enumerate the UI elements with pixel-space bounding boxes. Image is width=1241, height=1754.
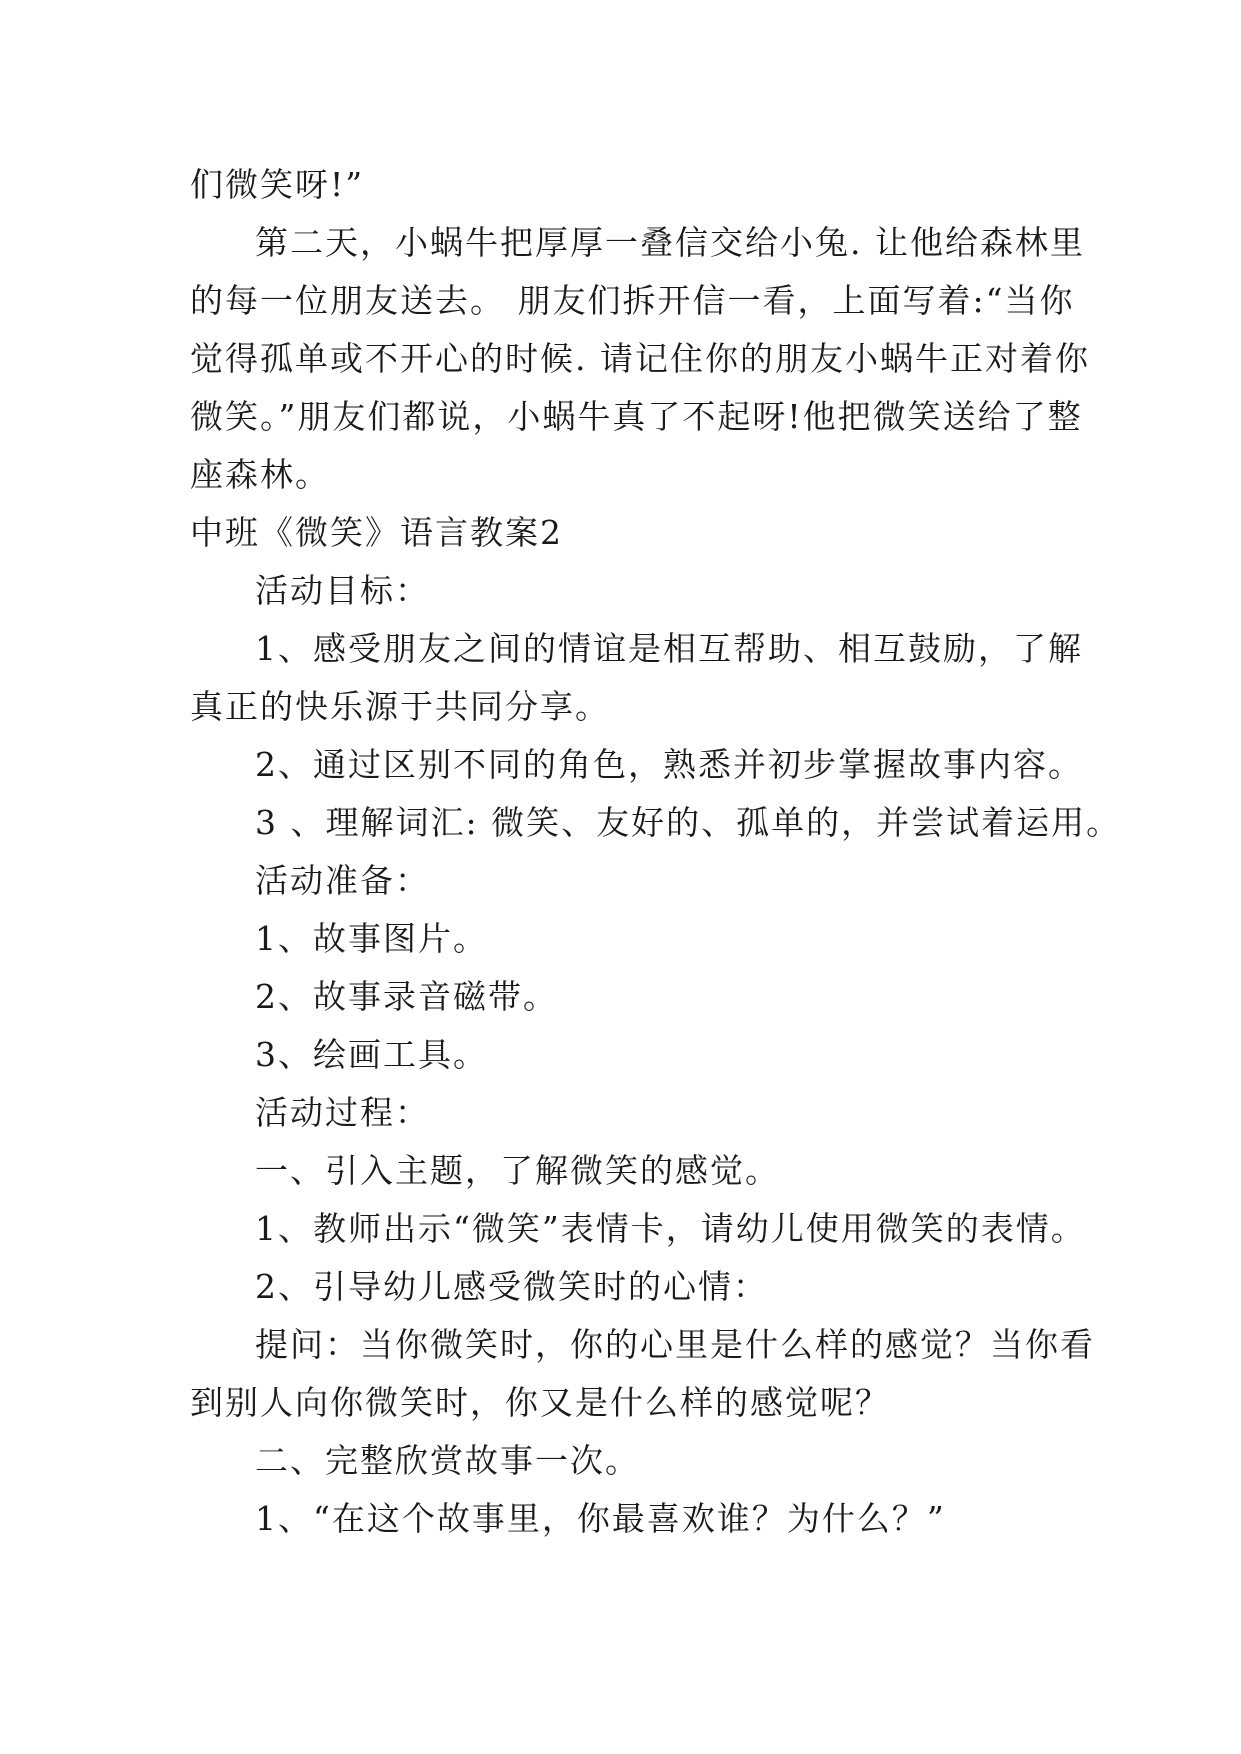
text-line: 第二天，小蜗牛把厚厚一叠信交给小兔. 让他给森林里 xyxy=(255,223,1085,262)
text-line: 座森林。 xyxy=(190,455,330,494)
text-line: 1、“在这个故事里，你最喜欢谁？为什么？” xyxy=(255,1499,946,1538)
text-line: 觉得孤单或不开心的时候. 请记住你的朋友小蜗牛正对着你 xyxy=(190,339,1090,378)
text-line: 3 、理解词汇: 微笑、友好的、孤单的，并尝试着运用。 xyxy=(255,803,1122,842)
text-line: 的每一位朋友送去。 朋友们拆开信一看，上面写着:“当你 xyxy=(190,281,1075,320)
text-line: 2、通过区别不同的角色，熟悉并初步掌握故事内容。 xyxy=(255,745,1083,784)
text-line: 微笑。”朋友们都说，小蜗牛真了不起呀!他把微笑送给了整 xyxy=(190,397,1083,436)
text-line: 1、故事图片。 xyxy=(255,919,488,958)
text-line: 二、完整欣赏故事一次。 xyxy=(255,1441,640,1480)
text-line: 活动目标： xyxy=(255,571,430,610)
text-line: 2、故事录音磁带。 xyxy=(255,977,558,1016)
text-line: 1、教师出示“微笑”表情卡，请幼儿使用微笑的表情。 xyxy=(255,1209,1086,1248)
text-line: 活动过程： xyxy=(255,1093,430,1132)
text-line: 活动准备： xyxy=(255,861,430,900)
text-line: 2、引导幼儿感受微笑时的心情： xyxy=(255,1267,768,1306)
text-line: 一、引入主题，了解微笑的感觉。 xyxy=(255,1151,780,1190)
text-line: 提问：当你微笑时，你的心里是什么样的感觉？当你看 xyxy=(255,1325,1095,1364)
text-line: 真正的快乐源于共同分享。 xyxy=(190,687,610,726)
text-line: 1、感受朋友之间的情谊是相互帮助、相互鼓励，了解 xyxy=(255,629,1083,668)
section-heading: 中班《微笑》语言教案2 xyxy=(190,513,563,552)
text-line: 3、绘画工具。 xyxy=(255,1035,488,1074)
text-line: 到别人向你微笑时，你又是什么样的感觉呢？ xyxy=(190,1383,890,1422)
text-line: 们微笑呀!” xyxy=(190,165,365,204)
